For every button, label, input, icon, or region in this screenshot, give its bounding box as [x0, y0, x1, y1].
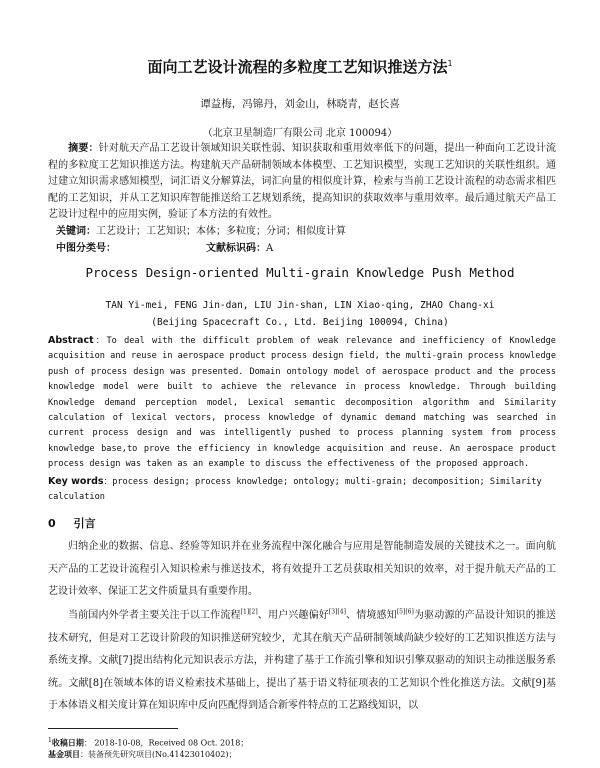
footnote-fund — [48, 749, 236, 760]
authors-cn: 谭益梅，冯锦丹，刘金山，林晓青，赵长喜 — [200, 98, 400, 110]
fund-label: 基金项目 — [48, 750, 80, 759]
doc-code-value: A — [266, 243, 274, 254]
abstract-en-label: Abstract — [48, 335, 94, 346]
citation-3-4: [3][4] — [328, 608, 346, 616]
keywords-en-label: Key words — [48, 476, 104, 487]
document-code — [206, 239, 273, 254]
abstract-en — [48, 333, 556, 473]
citation-5-6: [5][6] — [396, 608, 414, 616]
abstract-cn-label: 摘要： — [68, 143, 99, 154]
footnote-mark: 1 — [48, 737, 52, 744]
abstract-cn-text: 针对航天产品工艺设计领域知识关联性弱、知识获取和重用效率低下的问题，提出一种面向工艺设计流程的多粒度工艺知识推送方法。构建航天产品研制领域本体模型、工艺知识模型，实现工艺知识的关联性组织。通过建立知识需求感知模型，词汇语义分解算法，词汇向量的相似度计算，检索与当前工艺设计流程的动态需求相匹配的工艺知识，并从工艺知识库智能推送给工艺规划系统，提高知识的获取效率与重用效率。最后通过航天产品工艺设计过程中的应用实例，验证了本方法的有效性。 — [48, 143, 557, 220]
keywords-en-text: process design; process knowledge; ontology; multi-grain; decomposition; Similarity calculation — [48, 477, 542, 503]
keywords-cn — [56, 222, 346, 237]
abstract-en-text: To deal with the difficult problem of weak relevance and inefficiency of Knowledge acquisition and reuse in aerospace product process design field, the multi-grain process knowledge push of process design was presented. Domain ontology model of aerospace product and the process knowledge model were built to achieve the relevance in process knowledge. Through building Knowledge demand perception model, Lexical semantic decomposition algorithm and Similarity calculation of lexical vectors, process knowledge of dynamic demand matching was searched in current process design and was intelligently pushed to process planning system from process knowledge base,to prove the efficiency in knowledge acquisition and reuse. An aerospace product process design was taken as an example to discuss the effectiveness of the proposed approach. — [48, 336, 556, 470]
footnote-received — [48, 735, 248, 749]
body-paragraph-1: 归纳企业的数据、信息、经验等知识并在业务流程中深化融合与应用是智能制造发展的关键技术之一。面向航天产品的工艺设计流程引入知识检索与推送技术，将有效提升工艺员获取相关知识的效率，对于提升航天产品的工艺设计效率、保证工艺文件质量具有重要作用。 — [48, 541, 556, 597]
section-number: 0 — [48, 517, 56, 530]
keywords-en-sep: ： — [103, 477, 113, 487]
title-footnote-mark: 1 — [447, 59, 453, 68]
keywords-cn-label: 关键词： — [56, 226, 96, 237]
classification-line — [56, 239, 274, 254]
affiliation-en: (Beijing Spacecraft Co., Ltd. Beijing 100094, China) — [151, 317, 449, 328]
section-title: 引言 — [73, 517, 96, 530]
abstract-cn — [48, 141, 556, 224]
paper-title-en: Process Design-oriented Multi-grain Knowledge Push Method — [85, 265, 515, 280]
abstract-en-sep: ： — [93, 336, 107, 346]
authors-en: TAN Yi-mei, FENG Jin-dan, LIU Jin-shan, LIN Xiao-qing, ZHAO Chang-xi — [105, 300, 495, 311]
received-label: 收稿日期 — [51, 738, 84, 748]
keywords-cn-text: 工艺设计；工艺知识；本体；多粒度；分词；相似度计算 — [96, 226, 346, 237]
keywords-en — [48, 474, 556, 506]
para2-text-3: 、情境感知 — [345, 610, 397, 621]
body-paragraph-2 — [48, 605, 556, 718]
section-heading — [48, 515, 96, 531]
para2-text-2: 、用户兴趣偏好 — [257, 610, 329, 621]
citation-1-2: [1][2] — [240, 608, 258, 616]
footnote-divider — [48, 728, 178, 729]
affiliation-cn: （北京卫星制造厂有限公司 北京 100094） — [202, 128, 398, 139]
doc-code-label: 文献标识码： — [206, 243, 266, 254]
clc-label: 中图分类号： — [56, 243, 116, 254]
para2-text-1: 当前国内外学者主要关注于以工作流程 — [68, 610, 241, 621]
received-text: ： 2018-10-08，Received 08 Oct. 2018； — [83, 738, 249, 748]
fund-text: ：装备预先研究项目(No.41423010402)； — [80, 750, 237, 759]
paper-title-cn: 面向工艺设计流程的多粒度工艺知识推送方法$^1$ — [147, 58, 453, 76]
para2-text-4: 为驱动源的产品设计知识的推送技术研究，但是对工艺设计阶段的知识推送研究较少，尤其在航天产品研制领域尚缺少较好的工艺知识推送方法与系统支撑。文献[7]提出结构化元知识表示方法，并构建了基于工作流引擎和知识引擎双驱动的知识主动推送服务系统。文献[8]在领域本体的语义检索技术基础上，提出了基于语义特征项表的工艺知识个性化推送方法。文献[9]基于本体语义相关度计算在知识库中反向匹配得到适合新零件特点的工艺路线知识，以 — [48, 610, 557, 711]
